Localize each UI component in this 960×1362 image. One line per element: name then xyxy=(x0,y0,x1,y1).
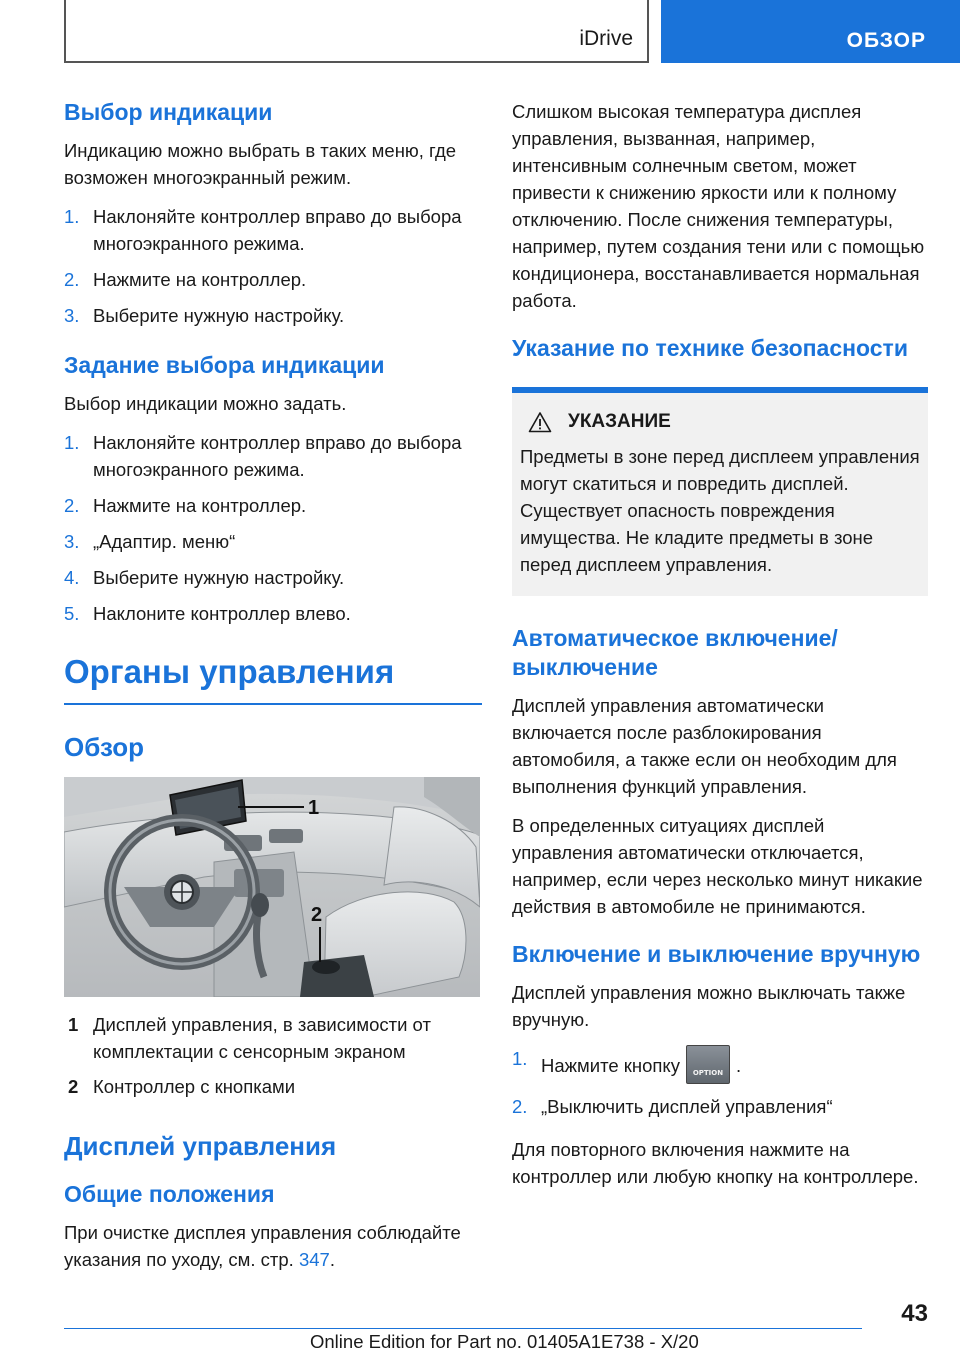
list-item: 1. Наклоняйте контроллер вправо до выбора многоэкранного режима. xyxy=(64,206,462,254)
heading-select-display: Выбор индикации xyxy=(64,99,273,125)
list-item: 1. Наклоняйте контроллер вправо до выбора многоэкранного режима. xyxy=(64,432,462,480)
running-header-section xyxy=(64,0,649,63)
warning-triangle-icon xyxy=(528,411,552,433)
list-item: 4. Выберите нужную настройку. xyxy=(64,567,345,588)
list-item: 3. „Адаптир. меню“ xyxy=(64,531,236,552)
manual-steps xyxy=(512,1045,928,1120)
list-item: 1. Нажмите кнопку OPTION . xyxy=(512,1045,928,1084)
select-display-steps xyxy=(64,203,482,329)
header-section-label: iDrive xyxy=(579,27,633,50)
auto-paragraph-1: Дисплей управления автоматически включается после разблокирования автомобиля, а также если он необходим для выполнения функций управления. xyxy=(512,695,897,797)
warning-text: Предметы в зоне перед дисплеем управления могут скатиться и повредить дисплей. Существует опасность повреждения имущества. Не кладите предметы в зоне перед дисплеем управления. xyxy=(520,446,920,575)
auto-paragraph-2: В определенных ситуациях дисплей управления автоматически отключается, например, если через несколько минут никакие действия в автомобиле не принимаются. xyxy=(512,815,923,917)
list-item: 3. Выберите нужную настройку. xyxy=(64,305,345,326)
running-header-chapter xyxy=(661,0,960,63)
list-item: 2. „Выключить дисплей управления“ xyxy=(512,1096,833,1117)
page-number: 43 xyxy=(901,1300,928,1327)
heading-manual-on-off: Включение и выключение вручную xyxy=(512,941,921,967)
set-display-steps xyxy=(64,429,482,627)
heading-general: Общие положения xyxy=(64,1181,275,1207)
option-button-icon: OPTION xyxy=(686,1045,730,1084)
manual-intro: Дисплей управления можно выключать также вручную. xyxy=(512,982,906,1030)
figure-caption: 2 Контроллер с кнопками xyxy=(68,1076,296,1097)
figure-caption: 1 Дисплей управления, в зависимости от комплектации с сенсорным экраном xyxy=(68,1014,431,1062)
select-display-intro: Индикацию можно выбрать в таких меню, где возможен многоэкранный режим. xyxy=(64,140,457,188)
heading-set-display: Задание выбора индикации xyxy=(64,352,385,378)
callout-2: 2 xyxy=(311,904,323,926)
heading-overview: Обзор xyxy=(64,732,144,762)
list-item: 5. Наклоните контроллер влево. xyxy=(64,603,351,624)
heading-auto-on-off: Автоматическое включение/выключение xyxy=(512,625,838,680)
page-reference-link[interactable]: 347 xyxy=(298,1249,330,1270)
set-display-intro: Выбор индикации можно задать. xyxy=(64,393,347,414)
cockpit-illustration xyxy=(64,777,480,997)
general-text: При очистке дисплея управления соблюдайте указания по уходу, см. стр. 347. xyxy=(64,1222,461,1270)
warning-title xyxy=(528,411,920,433)
heading-controls: Органы управления xyxy=(64,651,482,705)
header-chapter-label: ОБЗОР xyxy=(846,29,926,52)
footer-divider xyxy=(64,1328,862,1329)
heading-safety: Указание по технике безопасности xyxy=(512,335,908,361)
edition-footer: Online Edition for Part no. 01405A1E738 - X/20 xyxy=(310,1331,699,1352)
callout-1: 1 xyxy=(308,797,320,819)
heading-control-display: Дисплей управления xyxy=(64,1131,337,1161)
cockpit-drawing xyxy=(64,777,480,997)
manual-outro: Для повторного включения нажмите на контроллер или любую кнопку на контроллере. xyxy=(512,1139,919,1187)
heat-text: Слишком высокая температура дисплея управления, вызванная, например, интенсивным солнечным светом, может привести к снижению яркости или к полному отключению. После снижения температуры, например, путем создания тени или с помощью кондиционера, восстанавливается нормальная работа. xyxy=(512,101,925,311)
warning-box xyxy=(512,393,928,596)
list-item: 2. Нажмите на контроллер. xyxy=(64,495,307,516)
warning-label: УКАЗАНИЕ xyxy=(568,411,671,432)
list-item: 2. Нажмите на контроллер. xyxy=(64,269,307,290)
right-column xyxy=(512,98,928,1202)
left-column xyxy=(64,98,482,1285)
